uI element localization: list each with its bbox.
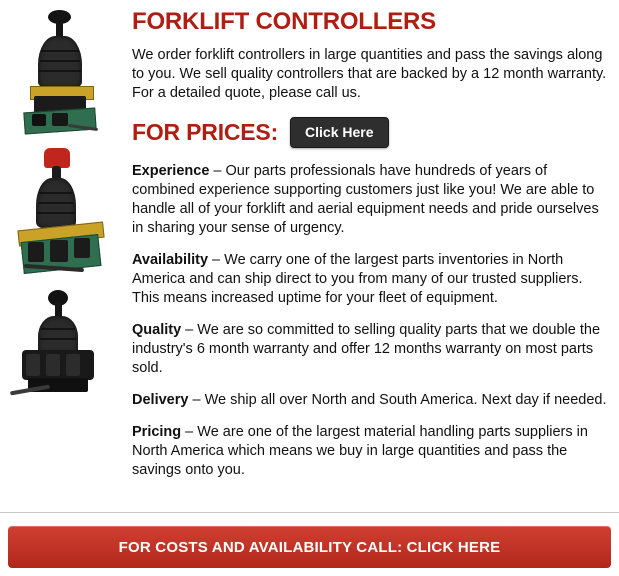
forklift-joystick-controller-photo-3 <box>8 288 120 413</box>
boot-rib <box>41 328 75 330</box>
feature-experience-heading: Experience <box>132 163 210 179</box>
feature-pricing-heading: Pricing <box>132 424 182 440</box>
feature-experience-text: Our parts professionals have hundreds of years of combined experience supporting customers just like you! We are able to handle all of your forklift and aerial equipment needs and pride ourselves in sharing your sense of urgency. <box>132 163 599 236</box>
forklift-joystick-controller-photo-2 <box>8 148 120 288</box>
relay-block <box>28 242 44 262</box>
feature-pricing <box>132 423 611 480</box>
joystick-knob-icon <box>48 10 71 24</box>
feature-availability <box>132 251 611 308</box>
boot-rib <box>37 212 75 214</box>
click-here-button[interactable]: Click Here <box>290 117 388 148</box>
horizontal-divider <box>0 512 619 513</box>
intro-paragraph: We order forklift controllers in large quantities and pass the savings along to you. We sell quality controllers that are backed by a 12 month warranty. For a detailed quote, please call us. <box>132 47 607 101</box>
housing-panel <box>26 354 40 376</box>
feature-quality-text: We are so committed to selling quality parts that we double the industry's 6 month warranty and offer 12 months warranty on most parts sold. <box>132 322 601 376</box>
feature-delivery <box>132 391 611 410</box>
boot-rib <box>39 70 81 72</box>
relay-block <box>32 114 46 126</box>
boot-rib <box>40 60 80 62</box>
housing-panel <box>46 354 60 376</box>
product-images-column <box>8 6 126 493</box>
joystick-boot-icon <box>38 36 82 88</box>
relay-block <box>74 238 90 258</box>
feature-availability-heading: Availability <box>132 252 209 268</box>
page-title: FORKLIFT CONTROLLERS <box>132 8 436 35</box>
for-prices-row <box>132 117 611 148</box>
housing-panel <box>66 354 80 376</box>
feature-availability-text: We carry one of the largest parts inventories in North America and can ship direct to you from many of our trusted suppliers. This means increased uptime for your fleet of equipment. <box>132 252 583 306</box>
cta-call-bar[interactable]: FOR COSTS AND AVAILABILITY CALL: CLICK HERE <box>8 526 611 568</box>
boot-rib <box>40 338 76 340</box>
feature-quality-dash: – <box>181 322 198 338</box>
feature-delivery-heading: Delivery <box>132 392 189 408</box>
feature-delivery-dash: – <box>188 392 205 408</box>
for-prices-label: FOR PRICES: <box>132 119 279 145</box>
text-column <box>126 6 611 493</box>
boot-rib <box>38 202 74 204</box>
boot-rib <box>41 50 79 52</box>
relay-block <box>52 113 68 126</box>
feature-pricing-text: We are one of the largest material handling parts suppliers in North America which means we buy in large quantities and pass the savings onto you. <box>132 424 588 478</box>
feature-experience <box>132 162 611 238</box>
boot-rib <box>39 192 73 194</box>
relay-block <box>50 240 68 262</box>
red-push-button-icon <box>44 148 70 168</box>
feature-quality-heading: Quality <box>132 322 182 338</box>
joystick-boot-icon <box>38 316 78 354</box>
feature-quality <box>132 321 611 378</box>
feature-experience-dash: – <box>209 163 226 179</box>
feature-pricing-dash: – <box>181 424 198 440</box>
feature-availability-dash: – <box>208 252 225 268</box>
forklift-joystick-controller-photo-1 <box>8 10 120 148</box>
feature-delivery-text: We ship all over North and South America. Next day if needed. <box>204 392 607 408</box>
